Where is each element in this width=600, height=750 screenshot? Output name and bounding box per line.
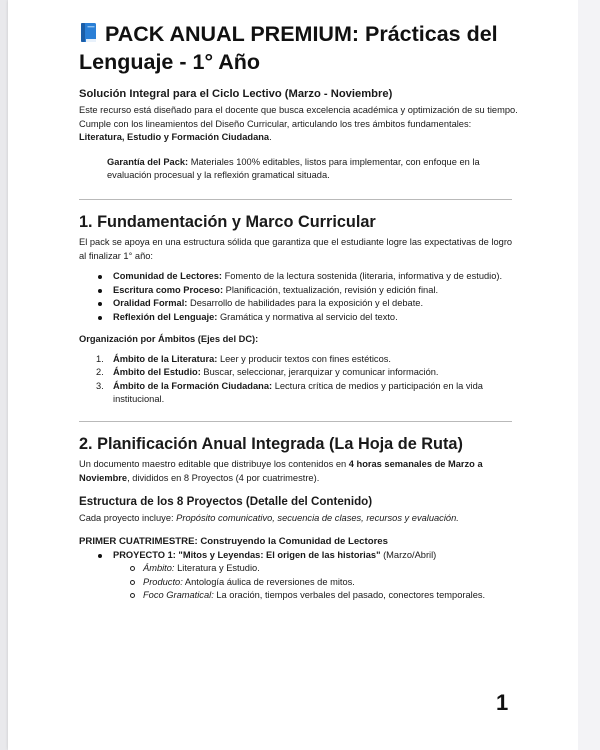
detail-label: Foco Gramatical: bbox=[143, 590, 214, 601]
section2-text-b: , divididos en 8 Proyectos (4 por cuatrimestre). bbox=[127, 472, 320, 483]
list-item bbox=[96, 380, 519, 407]
list-item-label: Reflexión del Lenguaje: bbox=[113, 311, 218, 322]
document-page bbox=[8, 0, 578, 750]
page-subtitle: Solución Integral para el Ciclo Lectivo (Marzo - Noviembre) bbox=[79, 88, 393, 100]
ambitos-list bbox=[79, 353, 519, 407]
detail-text: Literatura y Estudio. bbox=[174, 563, 260, 574]
list-item-text: Planificación, textualización, revisión y edición final. bbox=[223, 284, 439, 295]
detail-label: Producto: bbox=[143, 576, 183, 587]
projects-includes bbox=[79, 512, 519, 526]
page-number: 1 bbox=[496, 690, 509, 715]
document-content bbox=[79, 20, 519, 603]
project-dates: (Marzo/Abril) bbox=[380, 549, 437, 560]
list-item-label: Escritura como Proceso: bbox=[113, 284, 224, 295]
list-number: 1. bbox=[96, 353, 104, 364]
list-item bbox=[113, 297, 519, 311]
list-item-text: Buscar, seleccionar, jerarquizar y comunicar información. bbox=[200, 367, 439, 378]
list-item-label: Oralidad Formal: bbox=[113, 298, 188, 309]
list-item-text: Leer y producir textos con fines estéticos. bbox=[217, 353, 391, 364]
detail-text: La oración, tiempos verbales del pasado, conectores temporales. bbox=[213, 590, 486, 601]
intro-text: Este recurso está diseñado para el docente que busca excelencia académica y optimización de su tiempo. Cumple con los lineamientos del Diseño Curricular, articulando los tres ámbitos fundamentales: bbox=[79, 105, 518, 129]
list-item bbox=[113, 270, 519, 284]
section-divider bbox=[79, 421, 512, 422]
guarantee-text: Materiales 100% editables, listos para implementar, con enfoque en la evaluación procesual y la reflexión gramatical situada. bbox=[107, 156, 480, 181]
intro-paragraph bbox=[79, 104, 519, 145]
semester-heading: PRIMER CUATRIMESTRE: Construyendo la Comunidad de Lectores bbox=[79, 535, 388, 547]
detail-text: Antología áulica de reversiones de mitos. bbox=[182, 576, 355, 587]
list-item-label: Ámbito de la Formación Ciudadana: bbox=[113, 380, 273, 391]
list-item bbox=[113, 311, 519, 325]
list-number: 3. bbox=[96, 380, 104, 391]
list-item bbox=[96, 366, 519, 380]
pillars-list bbox=[79, 270, 519, 324]
list-item-text: Desarrollo de habilidades para la exposición y el debate. bbox=[187, 298, 424, 309]
list-item-text: Fomento de la lectura sostenida (literaria, informativa y de estudio). bbox=[222, 271, 503, 282]
guarantee-label: Garantía del Pack: bbox=[107, 156, 189, 167]
includes-label: Cada proyecto incluye: bbox=[79, 513, 177, 524]
list-item bbox=[113, 284, 519, 298]
list-item-text: Gramática y normativa al servicio del texto. bbox=[217, 311, 398, 322]
project-label: PROYECTO 1: "Mitos y Leyendas: El origen de las historias" bbox=[113, 549, 381, 560]
projects-heading: Estructura de los 8 Proyectos (Detalle del Contenido) bbox=[79, 495, 373, 509]
section1-text: El pack se apoya en una estructura sólida que garantiza que el estudiante logre las expectativas de logro al finalizar 1° año: bbox=[79, 236, 513, 261]
projects-list bbox=[79, 549, 519, 603]
section2-heading: 2. Planificación Anual Integrada (La Hoja de Ruta) bbox=[79, 434, 463, 453]
intro-bold: Literatura, Estudio y Formación Ciudadana bbox=[79, 132, 270, 143]
section2-text bbox=[79, 458, 519, 485]
list-item bbox=[143, 562, 519, 576]
list-item bbox=[143, 576, 519, 590]
intro-end: . bbox=[269, 132, 272, 143]
list-item bbox=[96, 353, 519, 367]
list-item bbox=[143, 589, 519, 603]
page-title bbox=[79, 20, 519, 76]
list-item-label: Ámbito de la Literatura: bbox=[113, 353, 218, 364]
list-item-label: Ámbito del Estudio: bbox=[113, 367, 201, 378]
section1-heading: 1. Fundamentación y Marco Curricular bbox=[79, 212, 376, 231]
section2-text-a: Un documento maestro editable que distribuye los contenidos en bbox=[79, 458, 349, 469]
list-item-text: Lectura crítica de medios y participación en la vida institucional. bbox=[113, 380, 483, 405]
project-details bbox=[113, 562, 519, 603]
org-heading: Organización por Ámbitos (Ejes del DC): bbox=[79, 333, 259, 344]
viewer-scroll-strip bbox=[578, 0, 600, 750]
project-item bbox=[113, 549, 519, 603]
guarantee-note bbox=[107, 156, 519, 183]
list-item-label: Comunidad de Lectores: bbox=[113, 271, 222, 282]
list-number: 2. bbox=[96, 367, 104, 378]
section-divider bbox=[79, 199, 512, 200]
includes-italic: Propósito comunicativo, secuencia de clases, recursos y evaluación. bbox=[176, 513, 459, 524]
blue-book-icon bbox=[79, 22, 99, 44]
section2-bold: 4 horas semanales de Marzo a Noviembre bbox=[79, 458, 483, 483]
page-title-text: PACK ANUAL PREMIUM: Prácticas del Lenguaje - 1° Año bbox=[79, 22, 498, 74]
detail-label: Ámbito: bbox=[143, 563, 175, 574]
